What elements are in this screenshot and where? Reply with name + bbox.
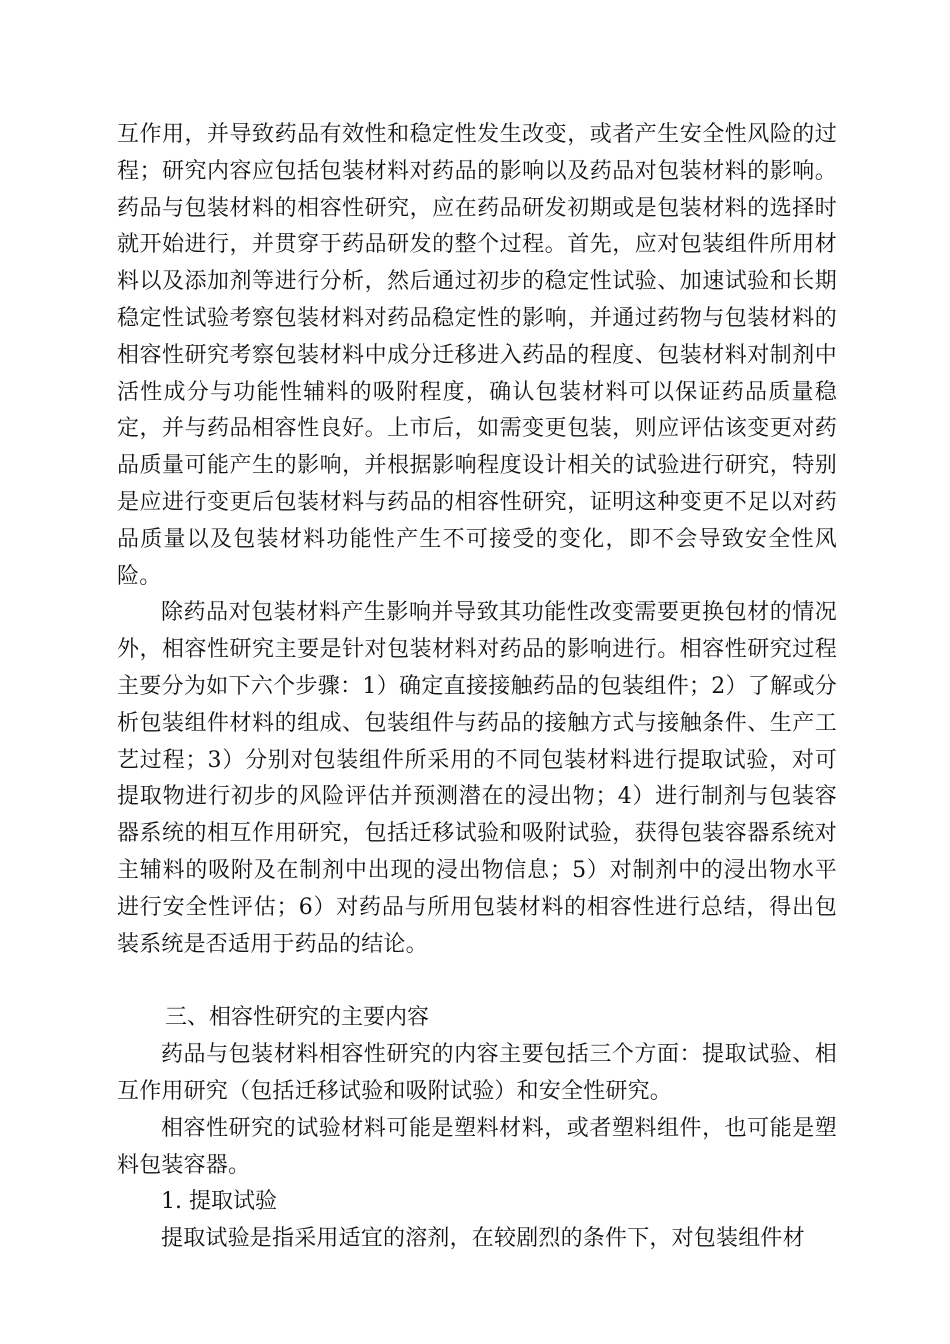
paragraph-test-materials: 相容性研究的试验材料可能是塑料材料，或者塑料组件，也可能是塑料包装容器。 xyxy=(117,1115,837,1178)
section-heading: 三、相容性研究的主要内容 xyxy=(165,1005,430,1031)
document-body xyxy=(117,117,837,1258)
paragraph-extraction-definition: 提取试验是指采用适宜的溶剂，在较剧烈的条件下，对包装组件材 xyxy=(161,1226,805,1252)
paragraph-main-content: 药品与包装材料相容性研究的内容主要包括三个方面：提取试验、相互作用研究（包括迁移试验和吸附试验）和安全性研究。 xyxy=(117,1042,837,1104)
section-spacer xyxy=(117,963,837,1000)
paragraph-research-steps: 除药品对包装材料产生影响并导致其功能性改变需要更换包材的情况外，相容性研究主要是针对包装材料对药品的影响进行。相容性研究过程主要分为如下六个步骤：1）确定直接接触药品的包装组件；2）了解或分析包装组件材料的组成、包装组件与药品的接触方式与接触条件、生产工艺过程；3）分别对包装组件所采用的不同包装材料进行提取试验，对可提取物进行初步的风险评估并预测潜在的浸出物；4）进行制剂与包装容器系统的相互作用研究，包括迁移试验和吸附试验，获得包装容器系统对主辅料的吸附及在制剂中出现的浸出物信息；5）对制剂中的浸出物水平进行安全性评估；6）对药品与所用包装材料的相容性进行总结，得出包装系统是否适用于药品的结论。 xyxy=(117,600,837,957)
subsection-heading-extraction: 1. 提取试验 xyxy=(161,1189,277,1215)
paragraph-intro-continued: 互作用，并导致药品有效性和稳定性发生改变，或者产生安全性风险的过程；研究内容应包括包装材料对药品的影响以及药品对包装材料的影响。药品与包装材料的相容性研究，应在药品研发初期或是包装材料的选择时就开始进行，并贯穿于药品研发的整个过程。首先，应对包装组件所用材料以及添加剂等进行分析，然后通过初步的稳定性试验、加速试验和长期稳定性试验考察包装材料对药品稳定性的影响，并通过药物与包装材料的相容性研究考察包装材料中成分迁移进入药品的程度、包装材料对制剂中活性成分与功能性辅料的吸附程度，确认包装材料可以保证药品质量稳定，并与药品相容性良好。上市后，如需变更包装，则应评估该变更对药品质量可能产生的影响，并根据影响程度设计相关的试验进行研究，特别是应进行变更后包装材料与药品的相容性研究，证明这种变更不足以对药品质量以及包装材料功能性产生不可接受的变化，即不会导致安全性风险。 xyxy=(117,122,837,589)
